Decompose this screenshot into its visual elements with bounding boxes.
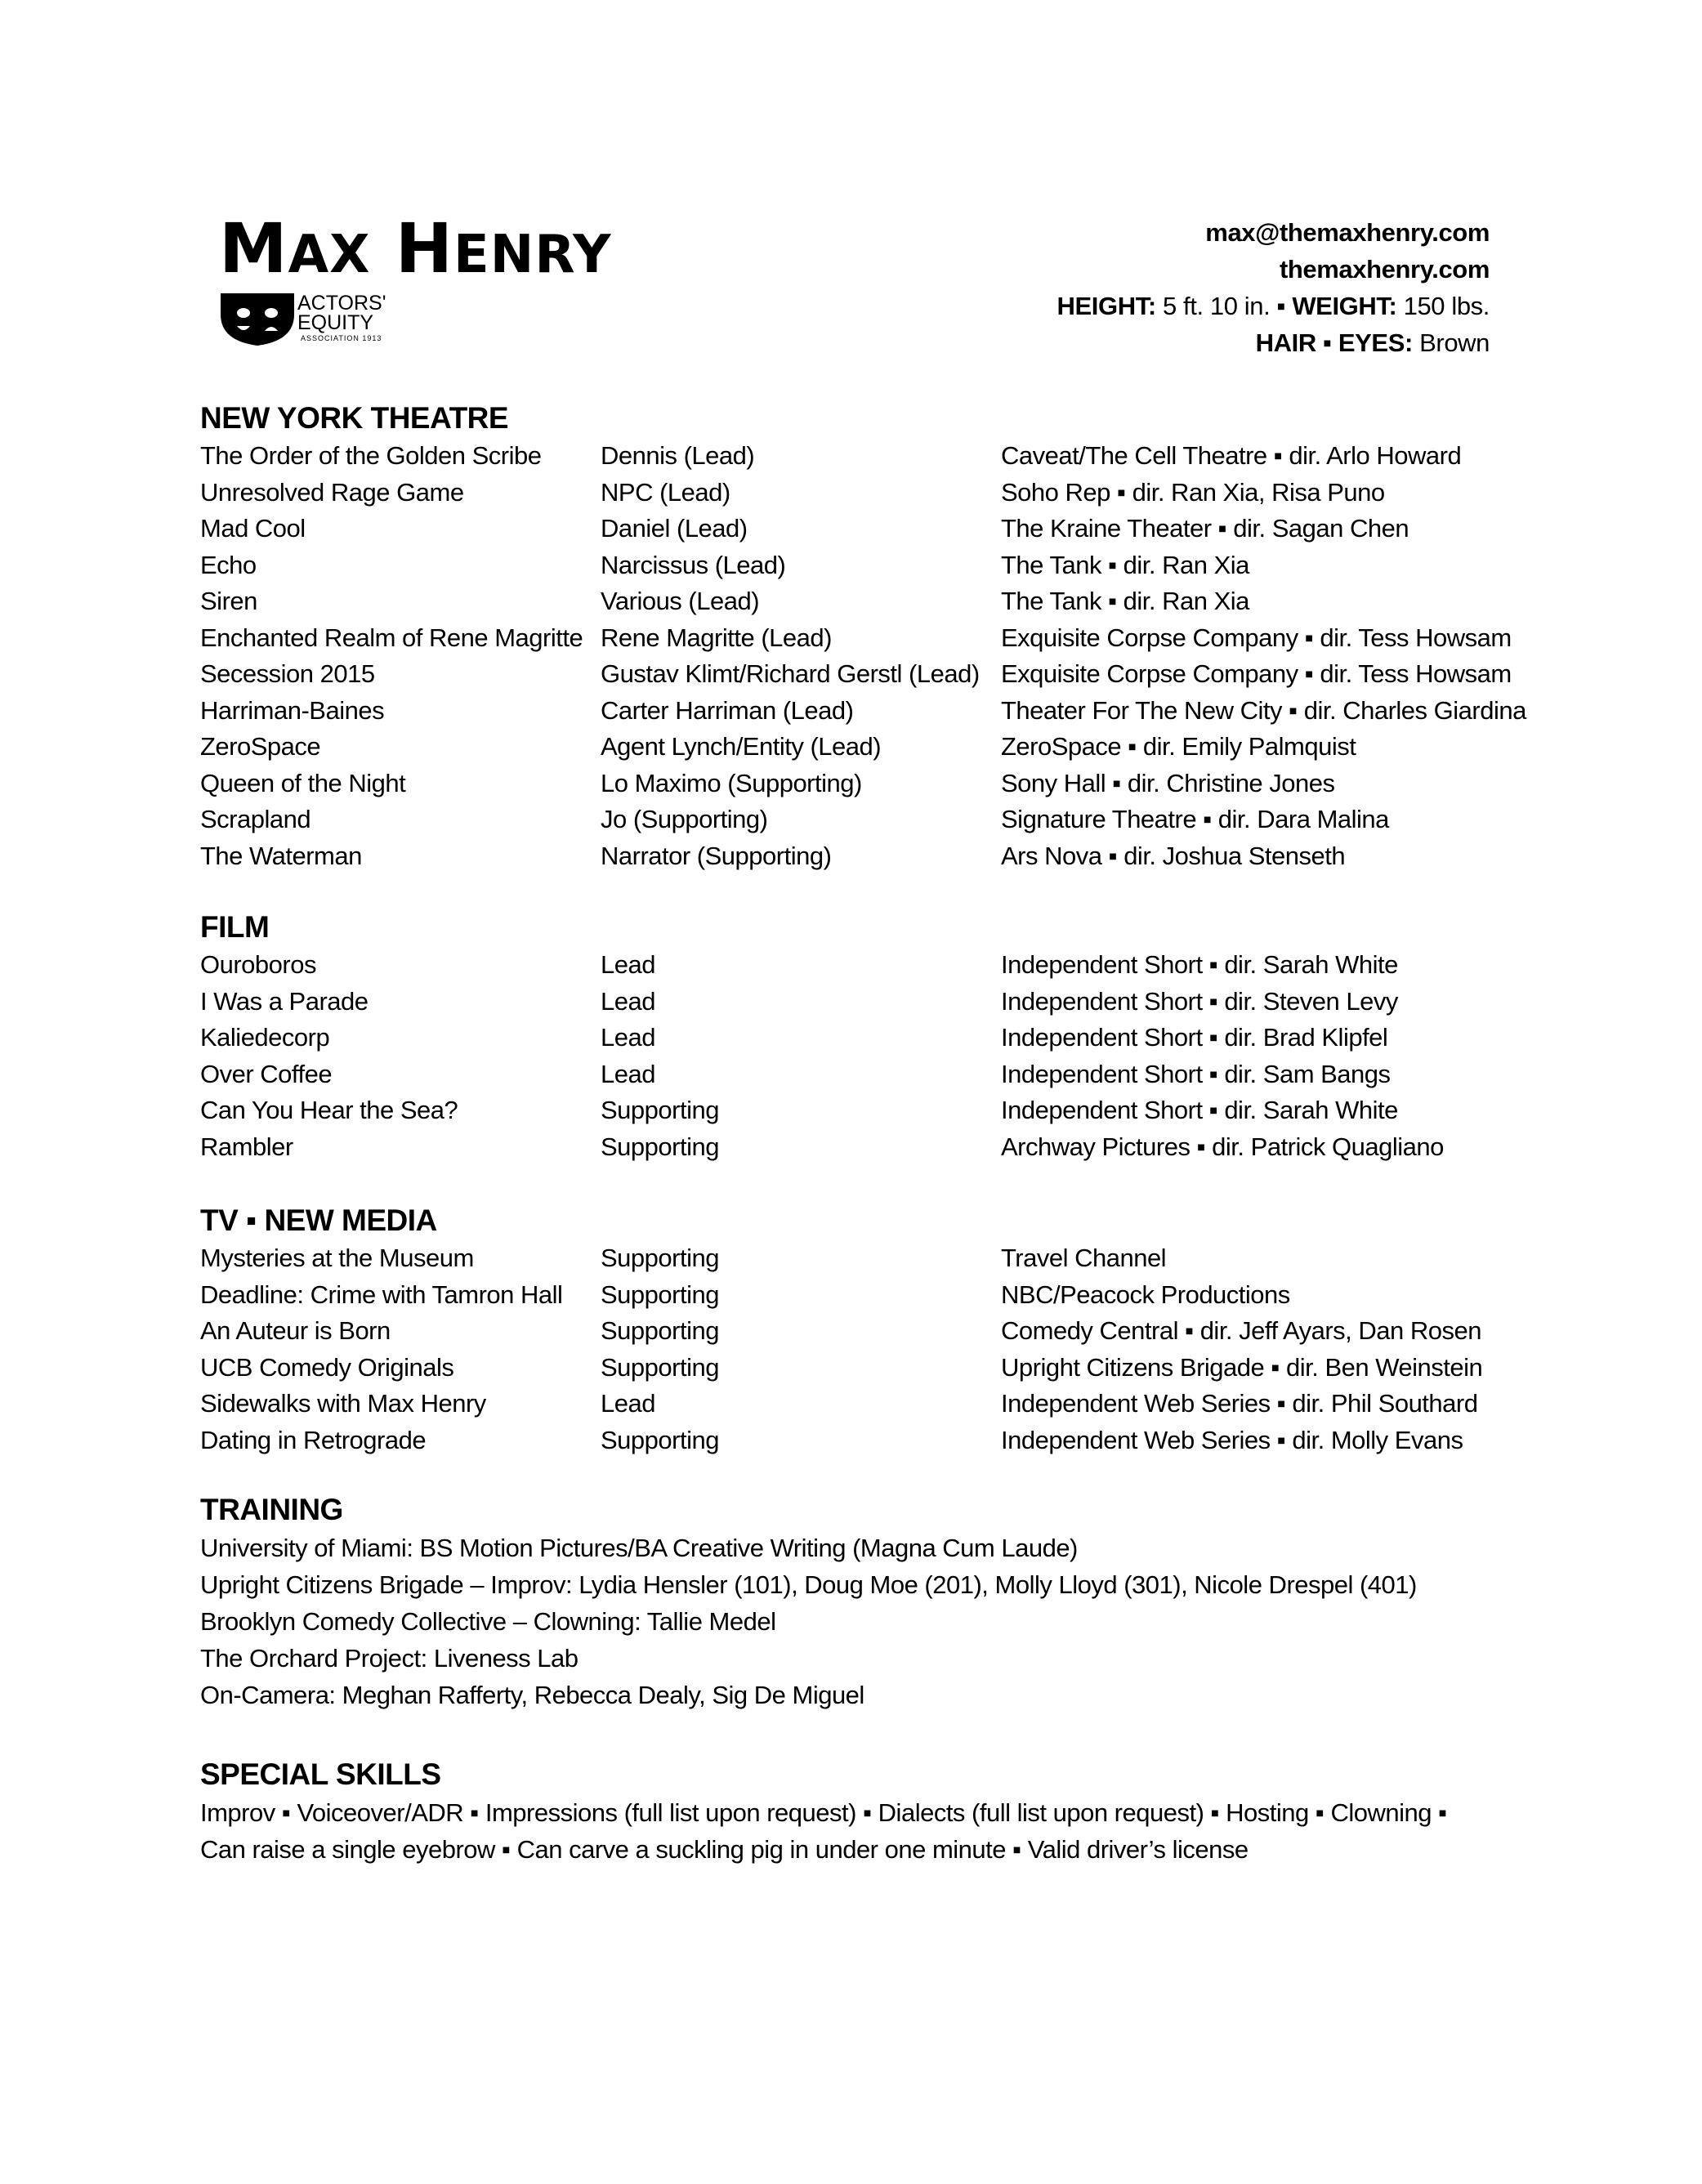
- credit-role: Lead: [601, 1023, 655, 1052]
- credit-venue: Independent Short ▪ dir. Sarah White: [1001, 950, 1398, 979]
- credit-row: [200, 656, 1540, 693]
- credit-title: Siren: [200, 587, 257, 615]
- credit-row: [200, 620, 1540, 657]
- credit-title: Mad Cool: [200, 514, 306, 543]
- email-link[interactable]: max@themaxhenry.com: [1205, 218, 1490, 247]
- training-item: Brooklyn Comedy Collective – Clowning: Tallie Medel: [200, 1607, 776, 1636]
- credit-title: Kaliedecorp: [200, 1023, 330, 1052]
- credit-venue: Independent Web Series ▪ dir. Molly Evans: [1001, 1425, 1463, 1454]
- logo-text-actors: ACTORS': [297, 292, 386, 315]
- credit-role: Lo Maximo (Supporting): [601, 768, 862, 797]
- credit-venue: Independent Short ▪ dir. Steven Levy: [1001, 986, 1398, 1016]
- credit-row: [200, 1129, 1540, 1166]
- credit-row: [200, 1277, 1540, 1314]
- credit-role: Narrator (Supporting): [601, 841, 832, 870]
- credit-title: Over Coffee: [200, 1059, 333, 1088]
- training-item: Upright Citizens Brigade – Improv: Lydia Hensler (101), Doug Moe (201), Molly Lloyd (301), Nicole Drespel (401): [200, 1570, 1417, 1599]
- training-item: On-Camera: Meghan Rafferty, Rebecca Dealy, Sig De Miguel: [200, 1681, 864, 1709]
- credit-role: Gustav Klimt/Richard Gerstl (Lead): [601, 659, 980, 688]
- credit-role: Supporting: [601, 1132, 719, 1161]
- credit-venue: Soho Rep ▪ dir. Ran Xia, Risa Puno: [1001, 477, 1385, 507]
- hair-eyes-line: [1057, 324, 1490, 361]
- credit-row: [200, 1020, 1540, 1056]
- credit-title: Secession 2015: [200, 659, 375, 688]
- credit-venue: The Tank ▪ dir. Ran Xia: [1001, 587, 1249, 615]
- credit-title: Scrapland: [200, 805, 311, 833]
- weight-value: 150 lbs.: [1396, 292, 1490, 320]
- credit-venue: Independent Short ▪ dir. Sam Bangs: [1001, 1059, 1391, 1088]
- credit-title: Deadline: Crime with Tamron Hall: [200, 1280, 563, 1309]
- credit-title: UCB Comedy Originals: [200, 1352, 454, 1382]
- skills-line: Can raise a single eyebrow ▪ Can carve a suckling pig in under one minute ▪ Valid driver’s license: [200, 1835, 1249, 1864]
- credit-title: The Waterman: [200, 841, 362, 870]
- hair-eyes-value: Brown: [1412, 328, 1490, 357]
- name-last-rest: ENRY: [453, 225, 612, 285]
- credit-venue: Archway Pictures ▪ dir. Patrick Quagliano: [1001, 1132, 1444, 1161]
- section-title: TV ▪ NEW MEDIA: [200, 1204, 437, 1237]
- section-title: SPECIAL SKILLS: [200, 1757, 441, 1791]
- credit-row: [200, 583, 1540, 620]
- credit-venue: The Tank ▪ dir. Ran Xia: [1001, 550, 1249, 579]
- credit-venue: Travel Channel: [1001, 1244, 1167, 1272]
- credit-role: Supporting: [601, 1244, 719, 1272]
- credit-venue: Theater For The New City ▪ dir. Charles Giardina: [1001, 695, 1526, 725]
- contact-block: [1057, 214, 1490, 361]
- credit-title: Dating in Retrograde: [200, 1425, 427, 1454]
- credit-role: Supporting: [601, 1352, 719, 1382]
- credit-title: An Auteur is Born: [200, 1316, 391, 1345]
- credit-row: [200, 1423, 1540, 1459]
- credit-title: Echo: [200, 550, 257, 579]
- credit-role: Lead: [601, 1389, 655, 1418]
- credit-row: [200, 511, 1540, 547]
- section-film: [200, 908, 1540, 1165]
- name-first-rest: AX: [288, 225, 371, 285]
- credit-title: Can You Hear the Sea?: [200, 1096, 458, 1124]
- credit-venue: Caveat/The Cell Theatre ▪ dir. Arlo Howard: [1001, 441, 1462, 470]
- credit-role: Various (Lead): [601, 587, 760, 615]
- credit-row: [200, 475, 1540, 511]
- credit-venue: Sony Hall ▪ dir. Christine Jones: [1001, 768, 1335, 797]
- credit-row: [200, 1350, 1540, 1387]
- credit-role: Supporting: [601, 1316, 719, 1345]
- logo-text-equity: EQUITY: [297, 311, 374, 334]
- name-last-initial: H: [395, 208, 454, 288]
- credit-venue: The Kraine Theater ▪ dir. Sagan Chen: [1001, 514, 1409, 543]
- credit-title: Enchanted Realm of Rene Magritte: [200, 623, 583, 652]
- credit-title: Rambler: [200, 1132, 293, 1161]
- credit-row: [200, 1056, 1540, 1093]
- credit-venue: Comedy Central ▪ dir. Jeff Ayars, Dan Rosen: [1001, 1316, 1481, 1345]
- credit-venue: Exquisite Corpse Company ▪ dir. Tess Howsam: [1001, 623, 1512, 652]
- section-training: [200, 1490, 1540, 1713]
- credit-role: Lead: [601, 1059, 655, 1088]
- credit-row: [200, 984, 1540, 1021]
- credit-row: [200, 766, 1540, 802]
- credit-row: [200, 1386, 1540, 1423]
- credit-title: The Order of the Golden Scribe: [200, 441, 542, 470]
- credit-row: [200, 729, 1540, 766]
- weight-label: WEIGHT:: [1292, 292, 1397, 320]
- credit-role: Jo (Supporting): [601, 805, 768, 833]
- credit-title: I Was a Parade: [200, 986, 369, 1016]
- credit-row: [200, 1313, 1540, 1350]
- theatre-masks-icon: [221, 293, 294, 346]
- credit-venue: Signature Theatre ▪ dir. Dara Malina: [1001, 805, 1389, 833]
- actors-equity-logo: [219, 290, 409, 349]
- credit-title: Unresolved Rage Game: [200, 477, 464, 507]
- height-value: 5 ft. 10 in. ▪: [1155, 292, 1293, 320]
- credit-row: [200, 693, 1540, 730]
- credit-role: Carter Harriman (Lead): [601, 695, 854, 725]
- credit-role: Dennis (Lead): [601, 441, 755, 470]
- credit-role: NPC (Lead): [601, 477, 730, 507]
- credit-row: [200, 947, 1540, 984]
- credit-role: Lead: [601, 950, 655, 979]
- credit-venue: Exquisite Corpse Company ▪ dir. Tess Howsam: [1001, 659, 1512, 688]
- credit-row: [200, 1240, 1540, 1277]
- section-title: FILM: [200, 910, 270, 944]
- credit-role: Supporting: [601, 1280, 719, 1309]
- credit-row: [200, 802, 1540, 838]
- credit-row: [200, 438, 1540, 475]
- credit-venue: ZeroSpace ▪ dir. Emily Palmquist: [1001, 732, 1356, 761]
- credit-venue: Independent Short ▪ dir. Brad Klipfel: [1001, 1023, 1388, 1052]
- name-first-initial: M: [219, 208, 288, 288]
- credit-venue: Ars Nova ▪ dir. Joshua Stenseth: [1001, 841, 1346, 870]
- credit-role: Agent Lynch/Entity (Lead): [601, 732, 882, 761]
- section-title: NEW YORK THEATRE: [200, 401, 509, 435]
- credit-title: Sidewalks with Max Henry: [200, 1389, 486, 1418]
- credit-venue: NBC/Peacock Productions: [1001, 1280, 1290, 1309]
- credit-role: Supporting: [601, 1096, 719, 1124]
- credit-title: Mysteries at the Museum: [200, 1244, 474, 1272]
- website-link[interactable]: themaxhenry.com: [1279, 255, 1490, 284]
- section-special-skills: [200, 1755, 1540, 1868]
- height-label: HEIGHT:: [1056, 292, 1156, 320]
- credit-title: Ouroboros: [200, 950, 316, 979]
- credit-row: [200, 838, 1540, 875]
- credit-role: Lead: [601, 986, 655, 1016]
- section-tv-new-media: [200, 1201, 1540, 1458]
- credit-role: Supporting: [601, 1425, 719, 1454]
- credit-role: Narcissus (Lead): [601, 550, 786, 579]
- section-title: TRAINING: [200, 1493, 343, 1526]
- credit-title: ZeroSpace: [200, 732, 321, 761]
- section-new-york-theatre: [200, 399, 1540, 874]
- skills-line: Improv ▪ Voiceover/ADR ▪ Impressions (full list upon request) ▪ Dialects (full list upon request) ▪ Hosting ▪ Clowning ▪: [200, 1798, 1447, 1827]
- credit-venue: Independent Short ▪ dir. Sarah White: [1001, 1096, 1398, 1124]
- credit-role: Daniel (Lead): [601, 514, 748, 543]
- actor-name: [219, 208, 612, 288]
- logo-text-association: ASSOCIATION 1913: [301, 334, 382, 342]
- credit-row: [200, 547, 1540, 584]
- height-weight-line: [1057, 288, 1490, 324]
- training-item: The Orchard Project: Liveness Lab: [200, 1644, 579, 1673]
- credit-role: Rene Magritte (Lead): [601, 623, 832, 652]
- credit-venue: Upright Citizens Brigade ▪ dir. Ben Weinstein: [1001, 1352, 1483, 1382]
- credit-title: Harriman-Baines: [200, 695, 385, 725]
- credit-row: [200, 1092, 1540, 1129]
- credit-title: Queen of the Night: [200, 768, 406, 797]
- hair-eyes-label: HAIR ▪ EYES:: [1255, 328, 1413, 357]
- training-item: University of Miami: BS Motion Pictures/BA Creative Writing (Magna Cum Laude): [200, 1534, 1078, 1562]
- credit-venue: Independent Web Series ▪ dir. Phil Southard: [1001, 1389, 1478, 1418]
